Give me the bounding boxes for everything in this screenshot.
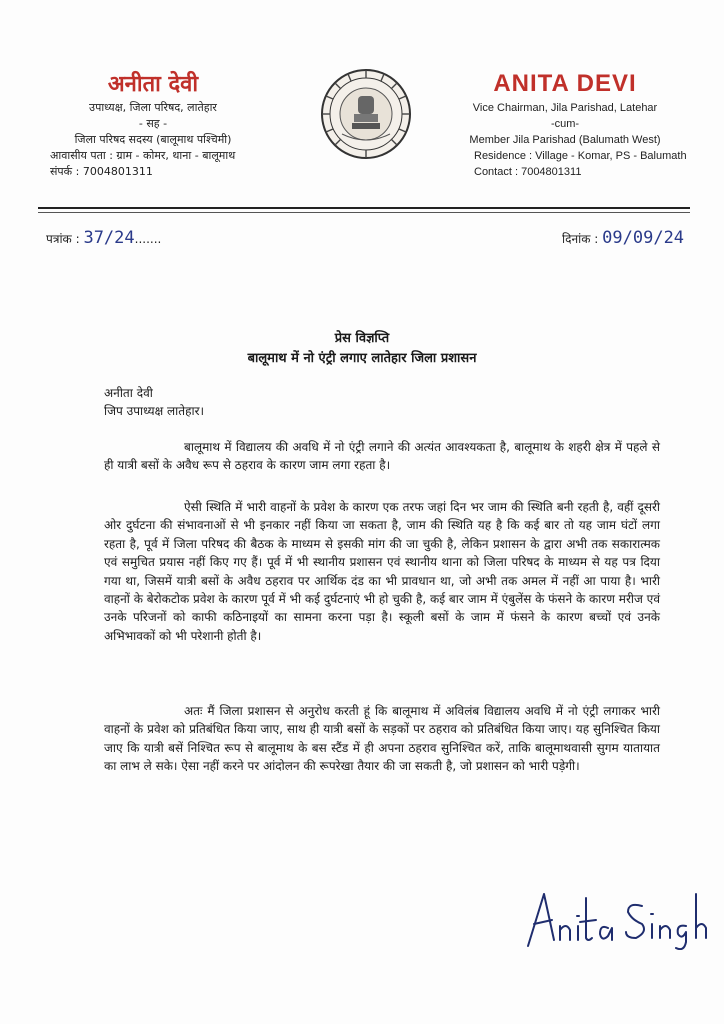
reference-dots: ....... bbox=[134, 232, 162, 246]
body-paragraph-1: बालूमाथ में विद्यालय की अवधि में नो एंट्री लगाने की अत्यंत आवश्यकता है, बालूमाथ के शहरी क्षेत्र में पहले से ही यात्री बसों के अवैध रूप से ठहराव के कारण जाम लगा रहता है। bbox=[104, 440, 660, 473]
sender-title-english: Vice Chairman, Jila Parishad, Latehar bbox=[472, 102, 658, 114]
sender-name: अनीता देवी bbox=[104, 386, 153, 400]
sender-member-hindi: जिला परिषद सदस्य (बालूमाथ पश्चिमी) bbox=[74, 133, 232, 146]
sender-name-hindi: अनीता देवी bbox=[107, 72, 199, 97]
body-paragraph-2: ऐसी स्थिति में भारी वाहनों के प्रवेश के कारण एक तरफ जहां दिन भर जाम की स्थिति बनी रहती है, वहीं दूसरी ओर दुर्घटना की संभावनाओं से भी इनकार नहीं किया जा सकता है, जाम की स्थिति यह है कि कई बार तो यह जाम घंटों लगा रहता है, पूर्व में जिला परिषद की बैठक के माध्यम से इसकी मांग की जा चुकी है, लेकिन प्रशासन के द्वारा अभी तक सकारात्मक एवं समुचित प्रयास नहीं किए गए हैं। पूर्व में भी स्थानीय प्रशासन एवं स्थानीय थाना को जिला परिषद के माध्यम से यह पत्र दिया गया था, जिसमें यात्री बसों के अवैध ठहराव पर आर्थिक दंड का भी प्रावधान था, जो अभी तक अमल में नहीं आ पाया है। भारी वाहनों के बेरोकटोक प्रवेश के कारण पूर्व में भी कई दुर्घटनाएं भी हो चुकी है, कई बार जाम में एंबुलेंस के फंसने के कारण मरीज एवं उनके परिजनों को काफी कठिनाइयों का सामना करना पड़ा है। स्कूली बसों के जाम में फंसने के कारण बच्चों एवं उनके अभिभावकों को भी परेशानी होती है। bbox=[104, 500, 660, 643]
letterhead-left-hindi bbox=[38, 70, 268, 180]
sender-member-english: Member Jila Parishad (Balumath West) bbox=[469, 134, 661, 146]
header-divider-thin bbox=[38, 212, 690, 213]
date-value: 09/09/24 bbox=[602, 228, 685, 248]
handwritten-signature bbox=[520, 880, 710, 950]
letterhead-right-english bbox=[440, 68, 690, 180]
reference-label: पत्रांक : bbox=[46, 232, 80, 246]
body-paragraph-3: अतः मैं जिला प्रशासन से अनुरोध करती हूं कि बालूमाथ में अविलंब विद्यालय अवधि में नो एंट्री लगाकर भारी वाहनों के प्रवेश को प्रतिबंधित किया जाए, साथ ही यात्री बसों के सड़कों पर ठहराव को प्रतिबंधित किया जाए। यह सुनिश्चित किया जाए कि यात्री बसें निश्चित रूप से बालूमाथ के बस स्टैंड में ही अपना ठहराव सुनिश्चित करें, ताकि बालूमाथवासी सुगम यातायात का लाभ ले सके। ऐसा नहीं करने पर आंदोलन की रूपरेखा तैयार की जा सकती है, जो प्रशासन को भारी पड़ेगी। bbox=[104, 704, 660, 774]
press-release-heading: प्रेस विज्ञप्ति bbox=[334, 331, 390, 346]
reference-number bbox=[46, 228, 161, 248]
sender-residence-hindi: आवासीय पता : ग्राम - कोमर, थाना - बालूमाथ bbox=[50, 149, 236, 162]
cum-separator-english: -cum- bbox=[550, 118, 580, 130]
sender-name-english: ANITA DEVI bbox=[493, 70, 637, 97]
date-label: दिनांक : bbox=[562, 232, 599, 246]
press-release-subject: बालूमाथ में नो एंट्री लगाए लातेहार जिला प्रशासन bbox=[247, 351, 477, 366]
state-emblem-seal-icon bbox=[320, 68, 412, 160]
sender-contact-hindi: संपर्क : 7004801311 bbox=[50, 165, 153, 178]
sender-contact-english: Contact : 7004801311 bbox=[474, 166, 582, 178]
sender-title-hindi: उपाध्यक्ष, जिला परिषद, लातेहार bbox=[89, 101, 217, 114]
letter-date bbox=[562, 228, 684, 248]
reference-value: 37/24 bbox=[83, 228, 135, 248]
cum-separator-hindi: - सह - bbox=[138, 117, 168, 130]
sender-residence-english: Residence : Village - Komar, PS - Balumath bbox=[474, 150, 687, 162]
sender-designation: जिप उपाध्यक्ष लातेहार। bbox=[104, 404, 205, 418]
header-divider-thick bbox=[38, 207, 690, 209]
